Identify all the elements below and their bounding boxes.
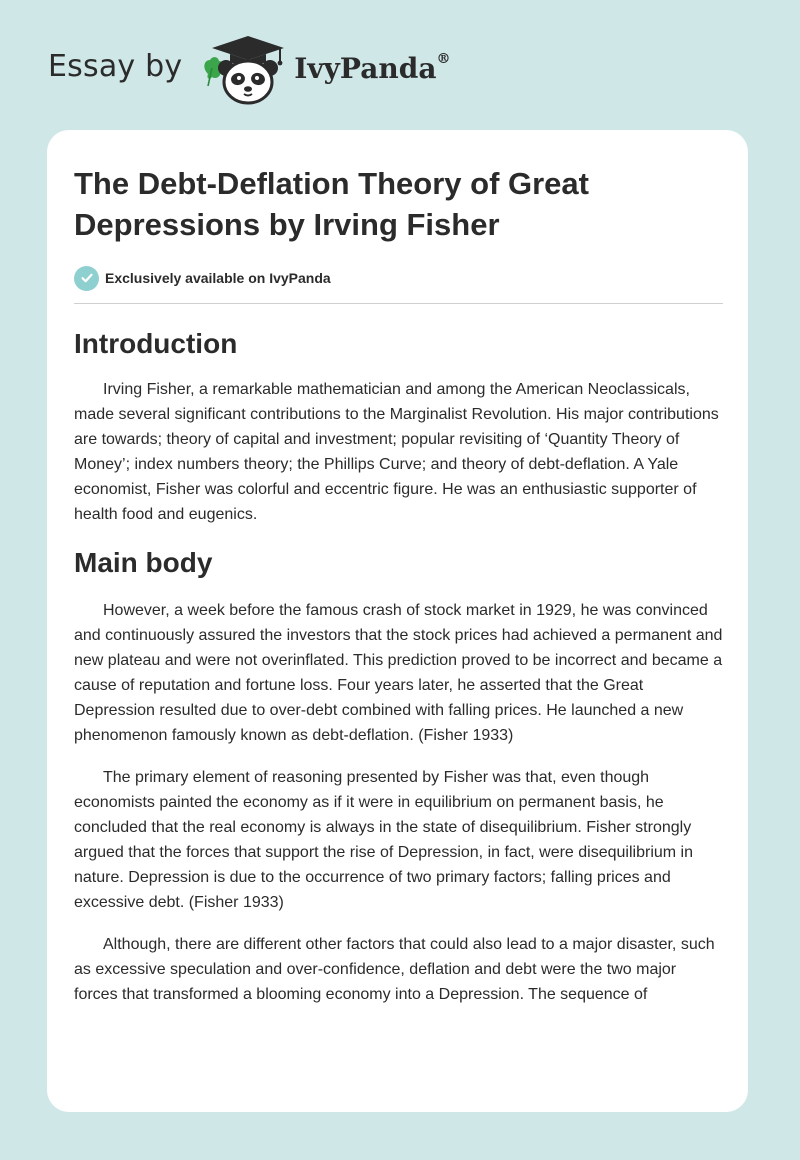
- brand-name: IvyPanda®: [294, 51, 451, 85]
- panda-graduate-icon: [200, 30, 286, 110]
- essay-content: [74, 163, 724, 1007]
- exclusive-badge: [74, 265, 724, 291]
- paragraph: The primary element of reasoning presented by Fisher was that, even though economists painted the economy as if it were in equilibrium on permanent basis, he concluded that the real economy is always in the state of disequilibrium. Fisher strongly argued that the forces that support the rise of Depression, in fact, were disequilibrium in nature. Depression is due to the occurrence of two primary factors; falling prices and excessive debt. (Fisher 1933): [74, 769, 693, 911]
- brand-prefix: Essay by: [48, 48, 183, 84]
- exclusive-label: Exclusively available on IvyPanda: [105, 270, 331, 286]
- section-main-body: [74, 546, 724, 1007]
- registered-mark: ®: [436, 51, 451, 68]
- section-heading: Introduction: [74, 328, 238, 359]
- paragraph: Irving Fisher, a remarkable mathematician and among the American Neoclassicals, made several significant contributions to the Marginalist Revolution. His major contributions are towards; theory of capital and investment; popular revisiting of ‘Quantity Theory of Money’; index numbers theory; the Phillips Curve; and theory of debt-deflation. A Yale economist, Fisher was colorful and eccentric figure. He was an enthusiastic supporter of health food and eugenics.: [74, 381, 719, 523]
- site-header: [48, 30, 450, 110]
- essay-title: The Debt-Deflation Theory of Great Depressions by Irving Fisher: [74, 166, 589, 242]
- divider: [74, 303, 723, 304]
- section-introduction: [74, 327, 724, 527]
- check-circle-icon: [74, 266, 99, 291]
- section-heading: Main body: [74, 547, 213, 578]
- paragraph: However, a week before the famous crash of stock market in 1929, he was convinced and continuously assured the investors that the stock prices had achieved a permanent and new plateau and were not overinflated. This prediction proved to be incorrect and became a cause of reputation and fortune loss. Four years later, he asserted that the Great Depression resulted due to over-debt combined with falling prices. He launched a new phenomenon famously known as debt-deflation. (Fisher 1933): [74, 602, 723, 744]
- essay-card: [47, 130, 748, 1112]
- paragraph: Although, there are different other factors that could also lead to a major disaster, such as excessive speculation and over-confidence, deflation and debt were the two major forces that transformed a blooming economy into a Depression. The sequence of: [74, 936, 715, 1003]
